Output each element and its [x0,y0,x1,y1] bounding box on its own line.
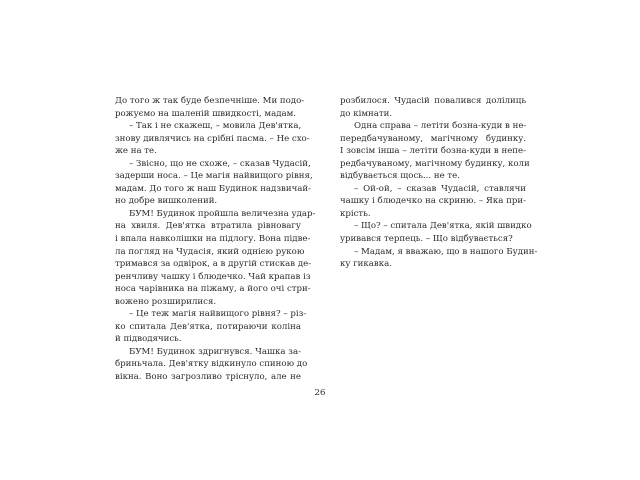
text-line: же на те. [115,146,157,157]
text-line: ко спитала Дев'ятка, потираючи коліна [115,321,301,332]
text-line: знову дивлячись на срібні пасма. – Не схо- [115,133,310,144]
text-line: крість. [340,208,371,219]
text-line: ла погляд на Чудасія, який однією рукою [115,246,305,257]
text-line: передбачуваному, магічному будинку. [340,133,526,144]
text-line: носа чарівника на піжаму, а його очі стри- [115,284,311,295]
text-line: І зовсім інша – летіти бозна-куди в непе- [340,146,526,157]
text-line: відбувається щось... не те. [340,171,460,182]
text-line: тримався за одвірок, а в другій стискав де- [115,259,312,270]
text-line: вожено розширилися. [115,296,217,307]
text-line: бриньчала. Дев'ятку відкинуло спиною до [115,359,308,370]
right-page-text [340,95,538,271]
text-line: задерши носа. – Це магія найвищого рівня, [115,171,313,182]
left-page-text [115,95,316,384]
text-line: вікна. Воно загрозливо тріснуло, але не [115,372,301,383]
text-line: до кімнати. [340,108,393,119]
text-line: – Так і не скажеш, – мовила Дев'ятка, [129,121,302,132]
text-line: і впала навколішки на підлогу. Вона підве- [115,234,311,245]
text-line: редбачуваному, магічному будинку, коли [340,158,530,169]
text-line: – Це теж магія найвищого рівня? – різ- [129,309,307,320]
text-line: й підводячись. [115,334,182,345]
text-line: мадам. До того ж наш Будинок надзвичай- [115,183,312,194]
text-line: БУМ! Будинок пройшла величезна удар- [129,208,316,219]
text-line: До того ж так буде безпечніше. Ми подо- [115,96,305,106]
text-line: – Ой-ой, – сказав Чудасій, ставлячи [354,183,526,194]
text-line: уривався терпець. – Що відбувається? [340,234,513,245]
text-line: БУМ! Будинок здригнувся. Чашка за- [129,346,301,357]
text-line: чашку і блюдечко на скриню. – Яка при- [340,196,526,207]
text-line: но добре вишколений. [115,196,218,207]
text-line: розбилося. Чудасій повалився долілиць [340,96,526,106]
text-line: – Що? – спитала Дев'ятка, якій швидко [354,221,532,232]
text-line: – Мадам, я вважаю, що в нашого Будин- [354,246,538,257]
text-line: рожуємо на шаленій швидкості, мадам. [115,108,297,119]
text-line: Одна справа – летіти бозна-куди в не- [354,121,527,132]
text-line: на хвиля. Дев'ятка втратила рівновагу [115,221,301,232]
text-line: – Звісно, що не схоже, – сказав Чудасій, [129,158,311,169]
page-number: 26 [314,388,326,398]
text-line: ку гикавка. [340,259,392,270]
text-line: ренчливу чашку і блюдечко. Чай крапав із [115,271,311,282]
